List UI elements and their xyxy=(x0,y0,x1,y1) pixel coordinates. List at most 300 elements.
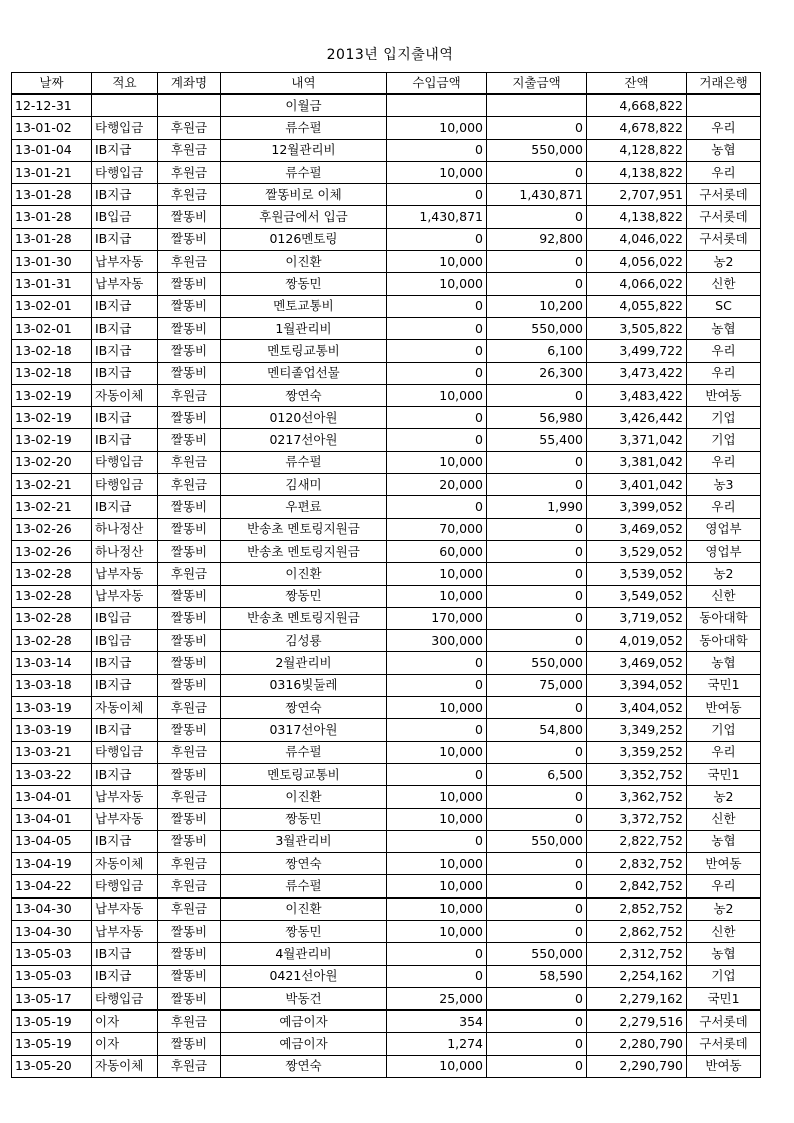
bank-cell: 신한 xyxy=(687,585,761,607)
account-cell: 짤똥비 xyxy=(158,295,221,317)
table-row xyxy=(12,585,761,607)
bank-cell: 국민1 xyxy=(687,674,761,696)
income-cell: 10,000 xyxy=(387,898,487,921)
summary-cell: IB지급 xyxy=(92,407,158,429)
description-cell: 짱동민 xyxy=(221,273,387,295)
bank-cell: 농협 xyxy=(687,139,761,161)
income-cell: 0 xyxy=(387,943,487,965)
bank-cell: 농협 xyxy=(687,652,761,674)
bank-cell: 농2 xyxy=(687,786,761,808)
expense-cell: 0 xyxy=(487,808,587,830)
expense-cell: 0 xyxy=(487,920,587,942)
date-cell: 13-02-01 xyxy=(12,317,92,339)
income-cell: 10,000 xyxy=(387,117,487,139)
date-cell: 13-02-28 xyxy=(12,630,92,652)
date-cell: 13-05-17 xyxy=(12,987,92,1010)
account-cell: 후원금 xyxy=(158,898,221,921)
description-cell: 반송초 멘토링지원금 xyxy=(221,518,387,540)
income-cell: 10,000 xyxy=(387,1055,487,1077)
date-cell: 13-03-18 xyxy=(12,674,92,696)
account-cell: 짤똥비 xyxy=(158,273,221,295)
balance-cell: 3,352,752 xyxy=(587,763,687,785)
bank-cell: 신한 xyxy=(687,808,761,830)
description-cell: 0120선아원 xyxy=(221,407,387,429)
description-cell: 우편료 xyxy=(221,496,387,518)
description-cell: 박동건 xyxy=(221,987,387,1010)
description-cell: 멘토링교통비 xyxy=(221,340,387,362)
expense-cell: 0 xyxy=(487,786,587,808)
expense-cell: 0 xyxy=(487,741,587,763)
expense-cell: 550,000 xyxy=(487,317,587,339)
summary-cell: IB지급 xyxy=(92,496,158,518)
income-cell: 10,000 xyxy=(387,384,487,406)
header-expense: 지출금액 xyxy=(487,73,587,95)
summary-cell: 납부자동 xyxy=(92,585,158,607)
table-row xyxy=(12,607,761,629)
account-cell: 짤똥비 xyxy=(158,920,221,942)
summary-cell: IB지급 xyxy=(92,228,158,250)
description-cell: 멘토링교통비 xyxy=(221,763,387,785)
table-row xyxy=(12,697,761,719)
table-row xyxy=(12,719,761,741)
description-cell: 짱동민 xyxy=(221,920,387,942)
balance-cell: 3,426,442 xyxy=(587,407,687,429)
account-cell: 짤똥비 xyxy=(158,830,221,852)
balance-cell: 2,822,752 xyxy=(587,830,687,852)
income-cell: 0 xyxy=(387,340,487,362)
account-cell: 짤똥비 xyxy=(158,763,221,785)
table-row xyxy=(12,808,761,830)
expense-cell: 0 xyxy=(487,563,587,585)
bank-cell: 구서롯데 xyxy=(687,206,761,228)
summary-cell: IB지급 xyxy=(92,317,158,339)
balance-cell: 2,312,752 xyxy=(587,943,687,965)
table-row xyxy=(12,295,761,317)
expense-cell: 6,100 xyxy=(487,340,587,362)
table-row xyxy=(12,340,761,362)
summary-cell: 이자 xyxy=(92,1010,158,1033)
summary-cell: IB지급 xyxy=(92,674,158,696)
bank-cell: 기업 xyxy=(687,719,761,741)
balance-cell: 3,359,252 xyxy=(587,741,687,763)
summary-cell: 납부자동 xyxy=(92,920,158,942)
table-row xyxy=(12,429,761,451)
account-cell: 짤똥비 xyxy=(158,429,221,451)
account-cell: 짤똥비 xyxy=(158,1033,221,1055)
expense-cell: 0 xyxy=(487,273,587,295)
description-cell: 김성룡 xyxy=(221,630,387,652)
balance-cell: 3,381,042 xyxy=(587,451,687,473)
account-cell: 후원금 xyxy=(158,1055,221,1077)
date-cell: 13-01-02 xyxy=(12,117,92,139)
date-cell: 13-02-18 xyxy=(12,362,92,384)
account-cell: 짤똥비 xyxy=(158,943,221,965)
bank-cell: 우리 xyxy=(687,496,761,518)
description-cell: 이진환 xyxy=(221,898,387,921)
bank-cell: 우리 xyxy=(687,117,761,139)
date-cell: 13-01-21 xyxy=(12,161,92,183)
description-cell: 이월금 xyxy=(221,94,387,117)
balance-cell: 3,499,722 xyxy=(587,340,687,362)
income-cell: 0 xyxy=(387,228,487,250)
bank-cell: 농3 xyxy=(687,474,761,496)
bank-cell: 국민1 xyxy=(687,763,761,785)
date-cell: 13-04-22 xyxy=(12,875,92,898)
summary-cell: 자동이체 xyxy=(92,1055,158,1077)
table-row xyxy=(12,741,761,763)
table-row xyxy=(12,1010,761,1033)
account-cell: 짤똥비 xyxy=(158,340,221,362)
description-cell: 류수펄 xyxy=(221,741,387,763)
bank-cell: 농협 xyxy=(687,830,761,852)
date-cell: 13-05-19 xyxy=(12,1010,92,1033)
account-cell: 짤똥비 xyxy=(158,362,221,384)
income-cell: 20,000 xyxy=(387,474,487,496)
expense-cell: 0 xyxy=(487,898,587,921)
account-cell: 후원금 xyxy=(158,853,221,875)
account-cell: 짤똥비 xyxy=(158,228,221,250)
date-cell: 13-02-28 xyxy=(12,585,92,607)
expense-cell: 0 xyxy=(487,875,587,898)
bank-cell: 우리 xyxy=(687,362,761,384)
summary-cell: 자동이체 xyxy=(92,697,158,719)
table-row xyxy=(12,384,761,406)
income-cell: 10,000 xyxy=(387,920,487,942)
bank-cell: 구서롯데 xyxy=(687,184,761,206)
account-cell: 후원금 xyxy=(158,741,221,763)
summary-cell: 타행입금 xyxy=(92,161,158,183)
balance-cell: 4,046,022 xyxy=(587,228,687,250)
date-cell: 13-04-05 xyxy=(12,830,92,852)
expense-cell: 0 xyxy=(487,1010,587,1033)
date-cell: 13-04-19 xyxy=(12,853,92,875)
header-income: 수입금액 xyxy=(387,73,487,95)
summary-cell: 이자 xyxy=(92,1033,158,1055)
description-cell: 예금이자 xyxy=(221,1033,387,1055)
income-cell: 170,000 xyxy=(387,607,487,629)
expense-cell: 550,000 xyxy=(487,830,587,852)
balance-cell: 3,483,422 xyxy=(587,384,687,406)
account-cell: 후원금 xyxy=(158,563,221,585)
summary-cell: 타행입금 xyxy=(92,741,158,763)
balance-cell: 3,349,252 xyxy=(587,719,687,741)
table-row xyxy=(12,117,761,139)
bank-cell: 반여동 xyxy=(687,384,761,406)
account-cell: 짤똥비 xyxy=(158,407,221,429)
income-cell: 10,000 xyxy=(387,875,487,898)
description-cell: 류수펄 xyxy=(221,875,387,898)
expense-cell: 1,430,871 xyxy=(487,184,587,206)
table-row xyxy=(12,362,761,384)
summary-cell: 납부자동 xyxy=(92,251,158,273)
balance-cell: 2,279,162 xyxy=(587,987,687,1010)
income-cell: 354 xyxy=(387,1010,487,1033)
bank-cell: 국민1 xyxy=(687,987,761,1010)
income-cell: 0 xyxy=(387,184,487,206)
description-cell: 이진환 xyxy=(221,251,387,273)
balance-cell: 4,138,822 xyxy=(587,206,687,228)
income-cell: 10,000 xyxy=(387,161,487,183)
balance-cell: 3,719,052 xyxy=(587,607,687,629)
balance-cell: 3,399,052 xyxy=(587,496,687,518)
account-cell: 짤똥비 xyxy=(158,317,221,339)
income-cell: 10,000 xyxy=(387,786,487,808)
summary-cell: IB지급 xyxy=(92,429,158,451)
table-row xyxy=(12,965,761,987)
expense-cell: 0 xyxy=(487,117,587,139)
account-cell: 짤똥비 xyxy=(158,808,221,830)
summary-cell: IB입금 xyxy=(92,607,158,629)
bank-cell: 우리 xyxy=(687,451,761,473)
date-cell: 13-02-26 xyxy=(12,518,92,540)
bank-cell: 반여동 xyxy=(687,697,761,719)
bank-cell: 구서롯데 xyxy=(687,228,761,250)
expense-cell xyxy=(487,94,587,117)
ledger-table xyxy=(11,72,761,1078)
bank-cell: 농2 xyxy=(687,251,761,273)
description-cell: 4월관리비 xyxy=(221,943,387,965)
account-cell: 짤똥비 xyxy=(158,674,221,696)
date-cell: 13-02-21 xyxy=(12,496,92,518)
income-cell: 10,000 xyxy=(387,808,487,830)
date-cell: 13-05-19 xyxy=(12,1033,92,1055)
date-cell: 13-02-19 xyxy=(12,407,92,429)
account-cell: 후원금 xyxy=(158,474,221,496)
expense-cell: 0 xyxy=(487,585,587,607)
table-row xyxy=(12,875,761,898)
table-row xyxy=(12,161,761,183)
summary-cell: IB지급 xyxy=(92,184,158,206)
income-cell: 70,000 xyxy=(387,518,487,540)
summary-cell: 납부자동 xyxy=(92,808,158,830)
balance-cell: 3,529,052 xyxy=(587,540,687,562)
bank-cell: 신한 xyxy=(687,273,761,295)
account-cell: 후원금 xyxy=(158,139,221,161)
header-date: 날짜 xyxy=(12,73,92,95)
table-row xyxy=(12,652,761,674)
balance-cell: 2,280,790 xyxy=(587,1033,687,1055)
header-account: 계좌명 xyxy=(158,73,221,95)
summary-cell: IB지급 xyxy=(92,830,158,852)
description-cell: 류수펄 xyxy=(221,117,387,139)
description-cell: 멘토교통비 xyxy=(221,295,387,317)
description-cell: 이진환 xyxy=(221,563,387,585)
balance-cell: 4,056,022 xyxy=(587,251,687,273)
balance-cell: 3,404,052 xyxy=(587,697,687,719)
description-cell: 0317선아원 xyxy=(221,719,387,741)
header-balance: 잔액 xyxy=(587,73,687,95)
date-cell: 13-02-26 xyxy=(12,540,92,562)
bank-cell: 농협 xyxy=(687,943,761,965)
table-row xyxy=(12,206,761,228)
income-cell: 300,000 xyxy=(387,630,487,652)
expense-cell: 0 xyxy=(487,451,587,473)
account-cell: 짤똥비 xyxy=(158,987,221,1010)
summary-cell: 자동이체 xyxy=(92,853,158,875)
summary-cell: IB지급 xyxy=(92,362,158,384)
income-cell: 10,000 xyxy=(387,741,487,763)
income-cell: 0 xyxy=(387,295,487,317)
summary-cell: IB지급 xyxy=(92,719,158,741)
bank-cell: 반여동 xyxy=(687,1055,761,1077)
description-cell: 0126멘토링 xyxy=(221,228,387,250)
balance-cell: 2,862,752 xyxy=(587,920,687,942)
summary-cell: IB지급 xyxy=(92,340,158,362)
header-description: 내역 xyxy=(221,73,387,95)
description-cell: 류수펄 xyxy=(221,451,387,473)
balance-cell: 3,362,752 xyxy=(587,786,687,808)
date-cell: 13-02-19 xyxy=(12,384,92,406)
income-cell: 0 xyxy=(387,719,487,741)
date-cell: 13-01-28 xyxy=(12,206,92,228)
income-cell xyxy=(387,94,487,117)
table-row xyxy=(12,94,761,117)
date-cell: 13-01-31 xyxy=(12,273,92,295)
date-cell: 13-02-20 xyxy=(12,451,92,473)
description-cell: 후원금에서 입금 xyxy=(221,206,387,228)
description-cell: 짱동민 xyxy=(221,808,387,830)
expense-cell: 0 xyxy=(487,697,587,719)
bank-cell: 우리 xyxy=(687,875,761,898)
table-row xyxy=(12,184,761,206)
bank-cell: SC xyxy=(687,295,761,317)
description-cell: 멘티졸업선물 xyxy=(221,362,387,384)
account-cell: 짤똥비 xyxy=(158,965,221,987)
bank-cell: 우리 xyxy=(687,741,761,763)
table-row xyxy=(12,251,761,273)
expense-cell: 0 xyxy=(487,251,587,273)
table-row xyxy=(12,1055,761,1077)
summary-cell: IB지급 xyxy=(92,652,158,674)
description-cell: 이진환 xyxy=(221,786,387,808)
income-cell: 1,274 xyxy=(387,1033,487,1055)
balance-cell: 4,678,822 xyxy=(587,117,687,139)
income-cell: 10,000 xyxy=(387,251,487,273)
expense-cell: 0 xyxy=(487,987,587,1010)
bank-cell: 농협 xyxy=(687,317,761,339)
bank-cell: 농2 xyxy=(687,898,761,921)
income-cell: 25,000 xyxy=(387,987,487,1010)
expense-cell: 26,300 xyxy=(487,362,587,384)
expense-cell: 6,500 xyxy=(487,763,587,785)
account-cell: 짤똥비 xyxy=(158,496,221,518)
expense-cell: 55,400 xyxy=(487,429,587,451)
bank-cell: 농2 xyxy=(687,563,761,585)
expense-cell: 0 xyxy=(487,384,587,406)
description-cell: 0316빛둘레 xyxy=(221,674,387,696)
date-cell: 13-03-19 xyxy=(12,719,92,741)
income-cell: 0 xyxy=(387,674,487,696)
date-cell: 13-05-03 xyxy=(12,965,92,987)
account-cell: 후원금 xyxy=(158,875,221,898)
account-cell xyxy=(158,94,221,117)
summary-cell: 타행입금 xyxy=(92,451,158,473)
account-cell: 짤똥비 xyxy=(158,652,221,674)
description-cell: 짱동민 xyxy=(221,585,387,607)
bank-cell: 동아대학 xyxy=(687,607,761,629)
summary-cell: 타행입금 xyxy=(92,117,158,139)
date-cell: 13-03-21 xyxy=(12,741,92,763)
expense-cell: 550,000 xyxy=(487,139,587,161)
summary-cell: IB지급 xyxy=(92,965,158,987)
table-row xyxy=(12,518,761,540)
table-row xyxy=(12,563,761,585)
account-cell: 짤똥비 xyxy=(158,630,221,652)
table-row xyxy=(12,853,761,875)
bank-cell: 영업부 xyxy=(687,518,761,540)
income-cell: 0 xyxy=(387,965,487,987)
table-row xyxy=(12,674,761,696)
balance-cell: 2,279,516 xyxy=(587,1010,687,1033)
date-cell: 13-04-30 xyxy=(12,898,92,921)
expense-cell: 58,590 xyxy=(487,965,587,987)
account-cell: 짤똥비 xyxy=(158,540,221,562)
balance-cell: 4,128,822 xyxy=(587,139,687,161)
bank-cell: 반여동 xyxy=(687,853,761,875)
bank-cell: 기업 xyxy=(687,429,761,451)
table-row xyxy=(12,920,761,942)
description-cell: 12월관리비 xyxy=(221,139,387,161)
description-cell: 짱연숙 xyxy=(221,697,387,719)
income-cell: 0 xyxy=(387,317,487,339)
description-cell: 2월관리비 xyxy=(221,652,387,674)
date-cell: 13-03-14 xyxy=(12,652,92,674)
account-cell: 후원금 xyxy=(158,697,221,719)
summary-cell: 타행입금 xyxy=(92,474,158,496)
balance-cell: 4,668,822 xyxy=(587,94,687,117)
description-cell: 반송초 멘토링지원금 xyxy=(221,540,387,562)
description-cell: 짱연숙 xyxy=(221,1055,387,1077)
date-cell: 13-01-04 xyxy=(12,139,92,161)
balance-cell: 2,254,162 xyxy=(587,965,687,987)
summary-cell: 납부자동 xyxy=(92,273,158,295)
table-row xyxy=(12,273,761,295)
account-cell: 후원금 xyxy=(158,251,221,273)
table-row xyxy=(12,786,761,808)
table-row xyxy=(12,317,761,339)
balance-cell: 4,019,052 xyxy=(587,630,687,652)
summary-cell: 납부자동 xyxy=(92,898,158,921)
expense-cell: 0 xyxy=(487,161,587,183)
income-cell: 0 xyxy=(387,763,487,785)
date-cell: 12-12-31 xyxy=(12,94,92,117)
table-row xyxy=(12,451,761,473)
income-cell: 60,000 xyxy=(387,540,487,562)
date-cell: 13-04-01 xyxy=(12,808,92,830)
table-row xyxy=(12,496,761,518)
date-cell: 13-02-19 xyxy=(12,429,92,451)
balance-cell: 2,290,790 xyxy=(587,1055,687,1077)
balance-cell: 3,539,052 xyxy=(587,563,687,585)
summary-cell: IB지급 xyxy=(92,139,158,161)
income-cell: 0 xyxy=(387,830,487,852)
date-cell: 13-02-01 xyxy=(12,295,92,317)
bank-cell: 기업 xyxy=(687,965,761,987)
date-cell: 13-02-28 xyxy=(12,607,92,629)
income-cell: 0 xyxy=(387,429,487,451)
table-row xyxy=(12,1033,761,1055)
table-row xyxy=(12,139,761,161)
date-cell: 13-01-28 xyxy=(12,184,92,206)
balance-cell: 4,138,822 xyxy=(587,161,687,183)
income-cell: 10,000 xyxy=(387,273,487,295)
account-cell: 짤똥비 xyxy=(158,719,221,741)
balance-cell: 3,372,752 xyxy=(587,808,687,830)
account-cell: 후원금 xyxy=(158,786,221,808)
description-cell: 1월관리비 xyxy=(221,317,387,339)
summary-cell: IB지급 xyxy=(92,295,158,317)
table-row xyxy=(12,407,761,429)
